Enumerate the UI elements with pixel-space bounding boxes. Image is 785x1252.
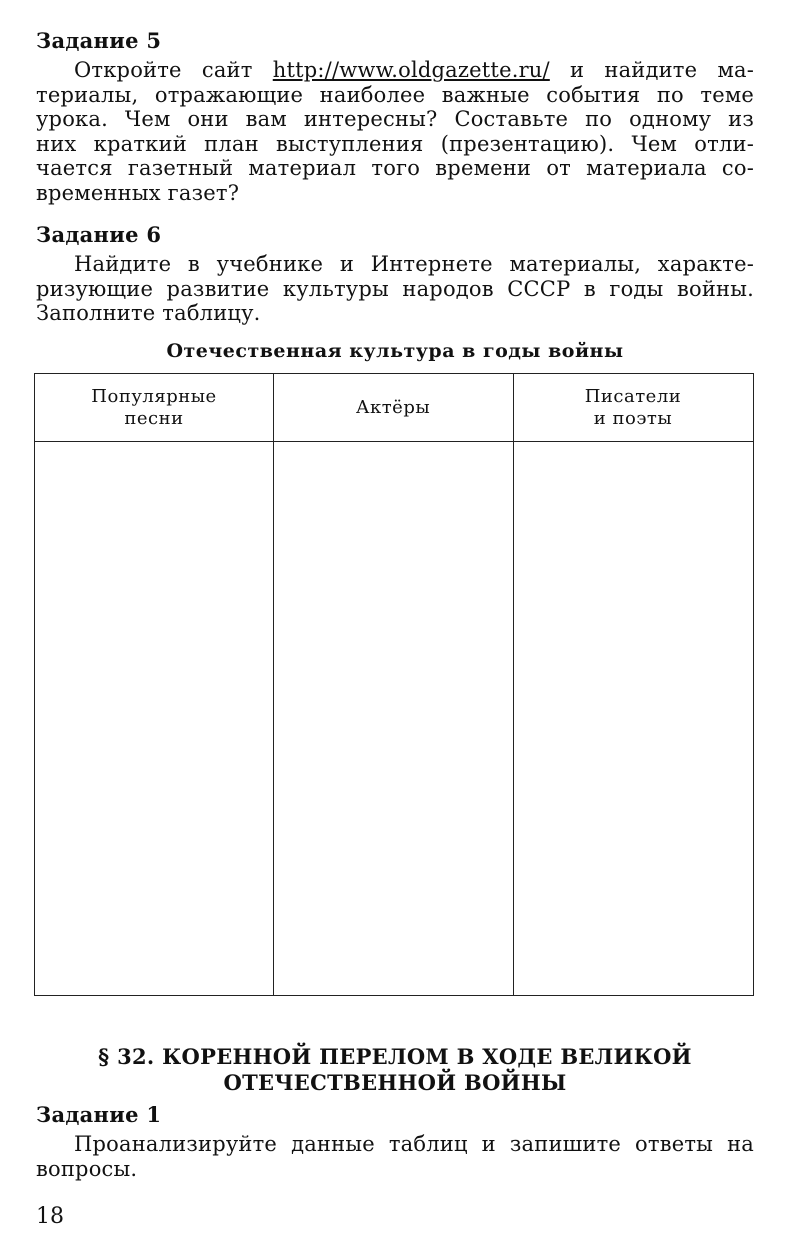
task1-line-2: вопросы. bbox=[36, 1156, 138, 1181]
task1-text bbox=[36, 1132, 754, 1181]
cell-actors[interactable] bbox=[274, 442, 513, 995]
section-title bbox=[36, 1044, 754, 1096]
task5-line-4: них краткий план выступления (презентацию). Чем отли- bbox=[36, 131, 754, 156]
task5-line-1-end: и найдите ма- bbox=[549, 58, 754, 82]
task5-line-1 bbox=[36, 58, 754, 83]
cell-writers[interactable] bbox=[514, 442, 753, 995]
header-writers-line-2: и поэты bbox=[593, 407, 673, 429]
section-title-line-2: ОТЕЧЕСТВЕННОЙ ВОЙНЫ bbox=[223, 1070, 567, 1095]
task5-line-6: временных газет? bbox=[36, 180, 240, 205]
task6-line-1: Найдите в учебнике и Интернете материалы, характе- bbox=[74, 252, 754, 276]
task5-line-3: урока. Чем они вам интересны? Составьте по одному из bbox=[36, 107, 754, 131]
task6-line-2: ризующие развитие культуры народов СССР в годы войны. bbox=[36, 276, 754, 301]
table-title: Отечественная культура в годы войны bbox=[166, 340, 624, 362]
task1-line-1: Проанализируйте данные таблиц и запишите ответы на bbox=[74, 1132, 754, 1156]
section-title-line-1: § 32. КОРЕННОЙ ПЕРЕЛОМ В ХОДЕ ВЕЛИКОЙ bbox=[98, 1044, 692, 1069]
task6-heading: Задание 6 bbox=[36, 222, 162, 247]
cell-songs[interactable] bbox=[35, 442, 273, 995]
task5-line-1-start: Откройте сайт bbox=[74, 58, 273, 82]
header-writers bbox=[513, 374, 753, 441]
culture-table bbox=[34, 373, 754, 996]
task5-heading: Задание 5 bbox=[36, 28, 162, 53]
oldgazette-link[interactable]: http://www.oldgazette.ru/ bbox=[272, 58, 550, 82]
task5-line-2: териалы, отражающие наиболее важные события по теме bbox=[36, 82, 754, 107]
header-actors bbox=[273, 374, 513, 441]
task6-line-3: Заполните таблицу. bbox=[36, 301, 261, 325]
header-writers-line-1: Писатели bbox=[584, 385, 682, 407]
page-number: 18 bbox=[36, 1204, 64, 1229]
task5-line-5: чается газетный материал того времени от материала со- bbox=[36, 156, 754, 180]
header-songs bbox=[35, 374, 273, 441]
header-songs-line-1: Популярные bbox=[91, 385, 217, 407]
header-actors-label: Актёры bbox=[355, 396, 431, 418]
task6-text bbox=[36, 252, 754, 326]
header-songs-line-2: песни bbox=[124, 407, 184, 429]
task5-text bbox=[36, 58, 754, 205]
task1-heading: Задание 1 bbox=[36, 1102, 162, 1127]
